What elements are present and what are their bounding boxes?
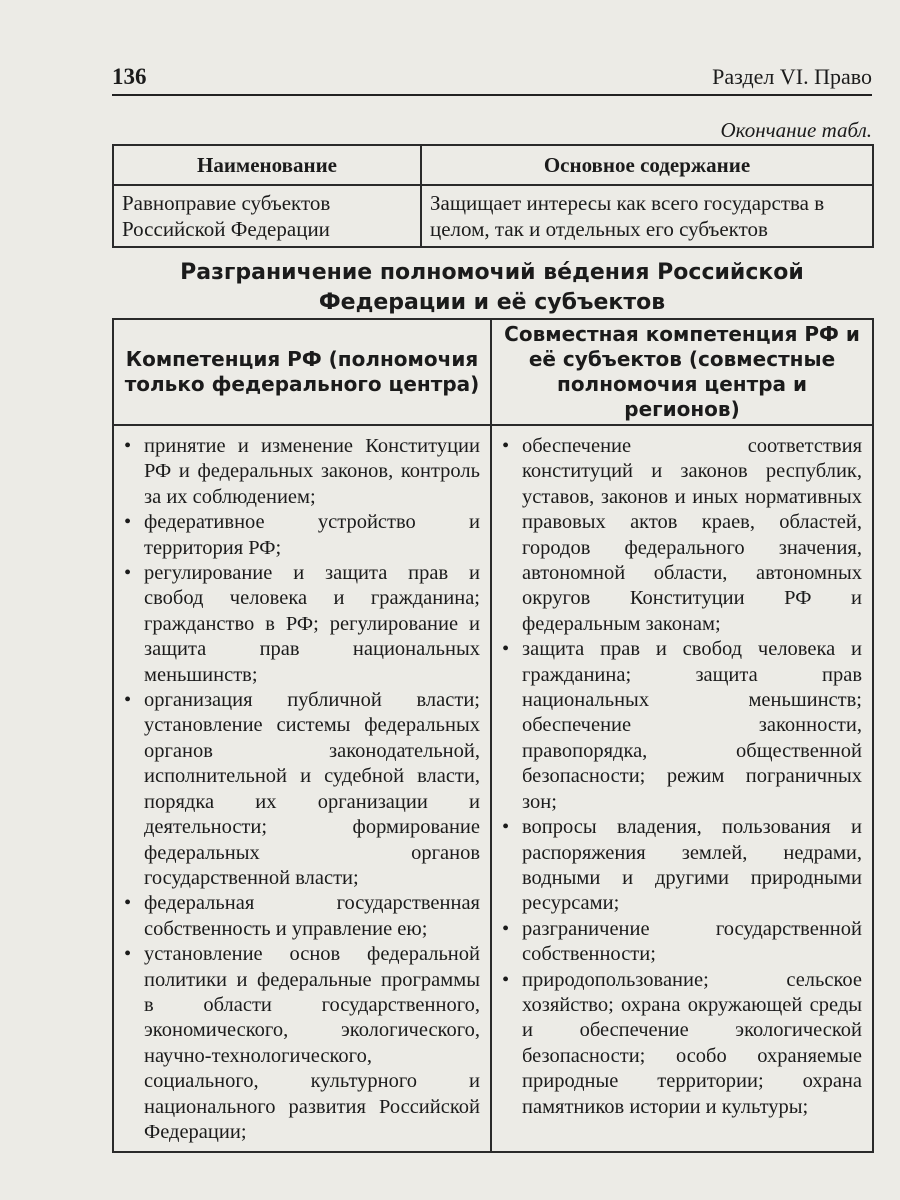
header-name: Наименование: [113, 145, 421, 185]
header-content: Основное содержание: [421, 145, 873, 185]
list-item: • федеральная государственная собственность и управление ею;: [124, 891, 480, 942]
list-item: • вопросы владения, пользования и распоряжения землей, недрами, водными и другими природными ресурсами;: [502, 815, 862, 917]
running-header: [112, 60, 872, 96]
list-item: • организация публичной власти; установление системы федеральных органов законодательной, исполнительной и судебной власти, порядка их организации и деятельности; формирование федеральных органов государственной власти;: [124, 688, 480, 891]
federal-competence-cell: [113, 425, 491, 1152]
row-content: Защищает интересы как всего государства в целом, так и отдельных его субъектов: [421, 185, 873, 247]
row-name: Равноправие субъектов Российской Федерации: [113, 185, 421, 247]
section-running-head: Раздел VI. Право: [712, 64, 872, 89]
table-header-row: [113, 145, 873, 185]
table-row: [113, 185, 873, 247]
section-title: Разграничение полномочий ве́дения Российской Федерации и её субъектов: [180, 260, 804, 315]
principles-table-end: [112, 144, 874, 248]
list-item: • принятие и изменение Конституции РФ и федеральных законов, контроль за их соблюдением;: [124, 434, 480, 510]
list-item: • разграничение государственной собственности;: [502, 917, 862, 968]
list-item: • установление основ федеральной политики и федеральные программы в области государственного, экономического, экологического, научно-технологического, социального, культурного и национального развития Российской Федерации;: [124, 942, 480, 1145]
joint-competence-list: [502, 434, 862, 1120]
list-item: • защита прав и свобод человека и гражданина; защита прав национальных меньшинств; обеспечение законности, правопорядка, общественной безопасности; режим пограничных зон;: [502, 637, 862, 815]
list-item: • федеративное устройство и территория РФ;: [124, 510, 480, 561]
list-item: • обеспечение соответствия конституций и законов республик, уставов, законов и иных нормативных правовых актов краев, областей, городов федерального значения, автономной области, автономных округов Конституции РФ и федеральным законам;: [502, 434, 862, 637]
federal-competence-header: Компетенция РФ (полномочия только федерального центра): [113, 319, 491, 425]
competence-header-row: [113, 319, 873, 425]
table-continuation-note: Окончание табл.: [720, 118, 872, 142]
federal-competence-list: [124, 434, 480, 1145]
page-number: 136: [112, 64, 147, 89]
list-item: • регулирование и защита прав и свобод человека и гражданина; гражданство в РФ; регулирование и защита прав национальных меньшинств;: [124, 561, 480, 688]
joint-competence-header: Совместная компетенция РФ и её субъектов (совместные полномочия центра и регионов): [491, 319, 873, 425]
list-item: • природопользование; сельское хозяйство; охрана окружающей среды и обеспечение экологической безопасности; особо охраняемые природные территории; охрана памятников истории и культуры;: [502, 968, 862, 1120]
joint-competence-cell: [491, 425, 873, 1152]
competence-body-row: [113, 425, 873, 1152]
competence-table: [112, 318, 874, 1153]
